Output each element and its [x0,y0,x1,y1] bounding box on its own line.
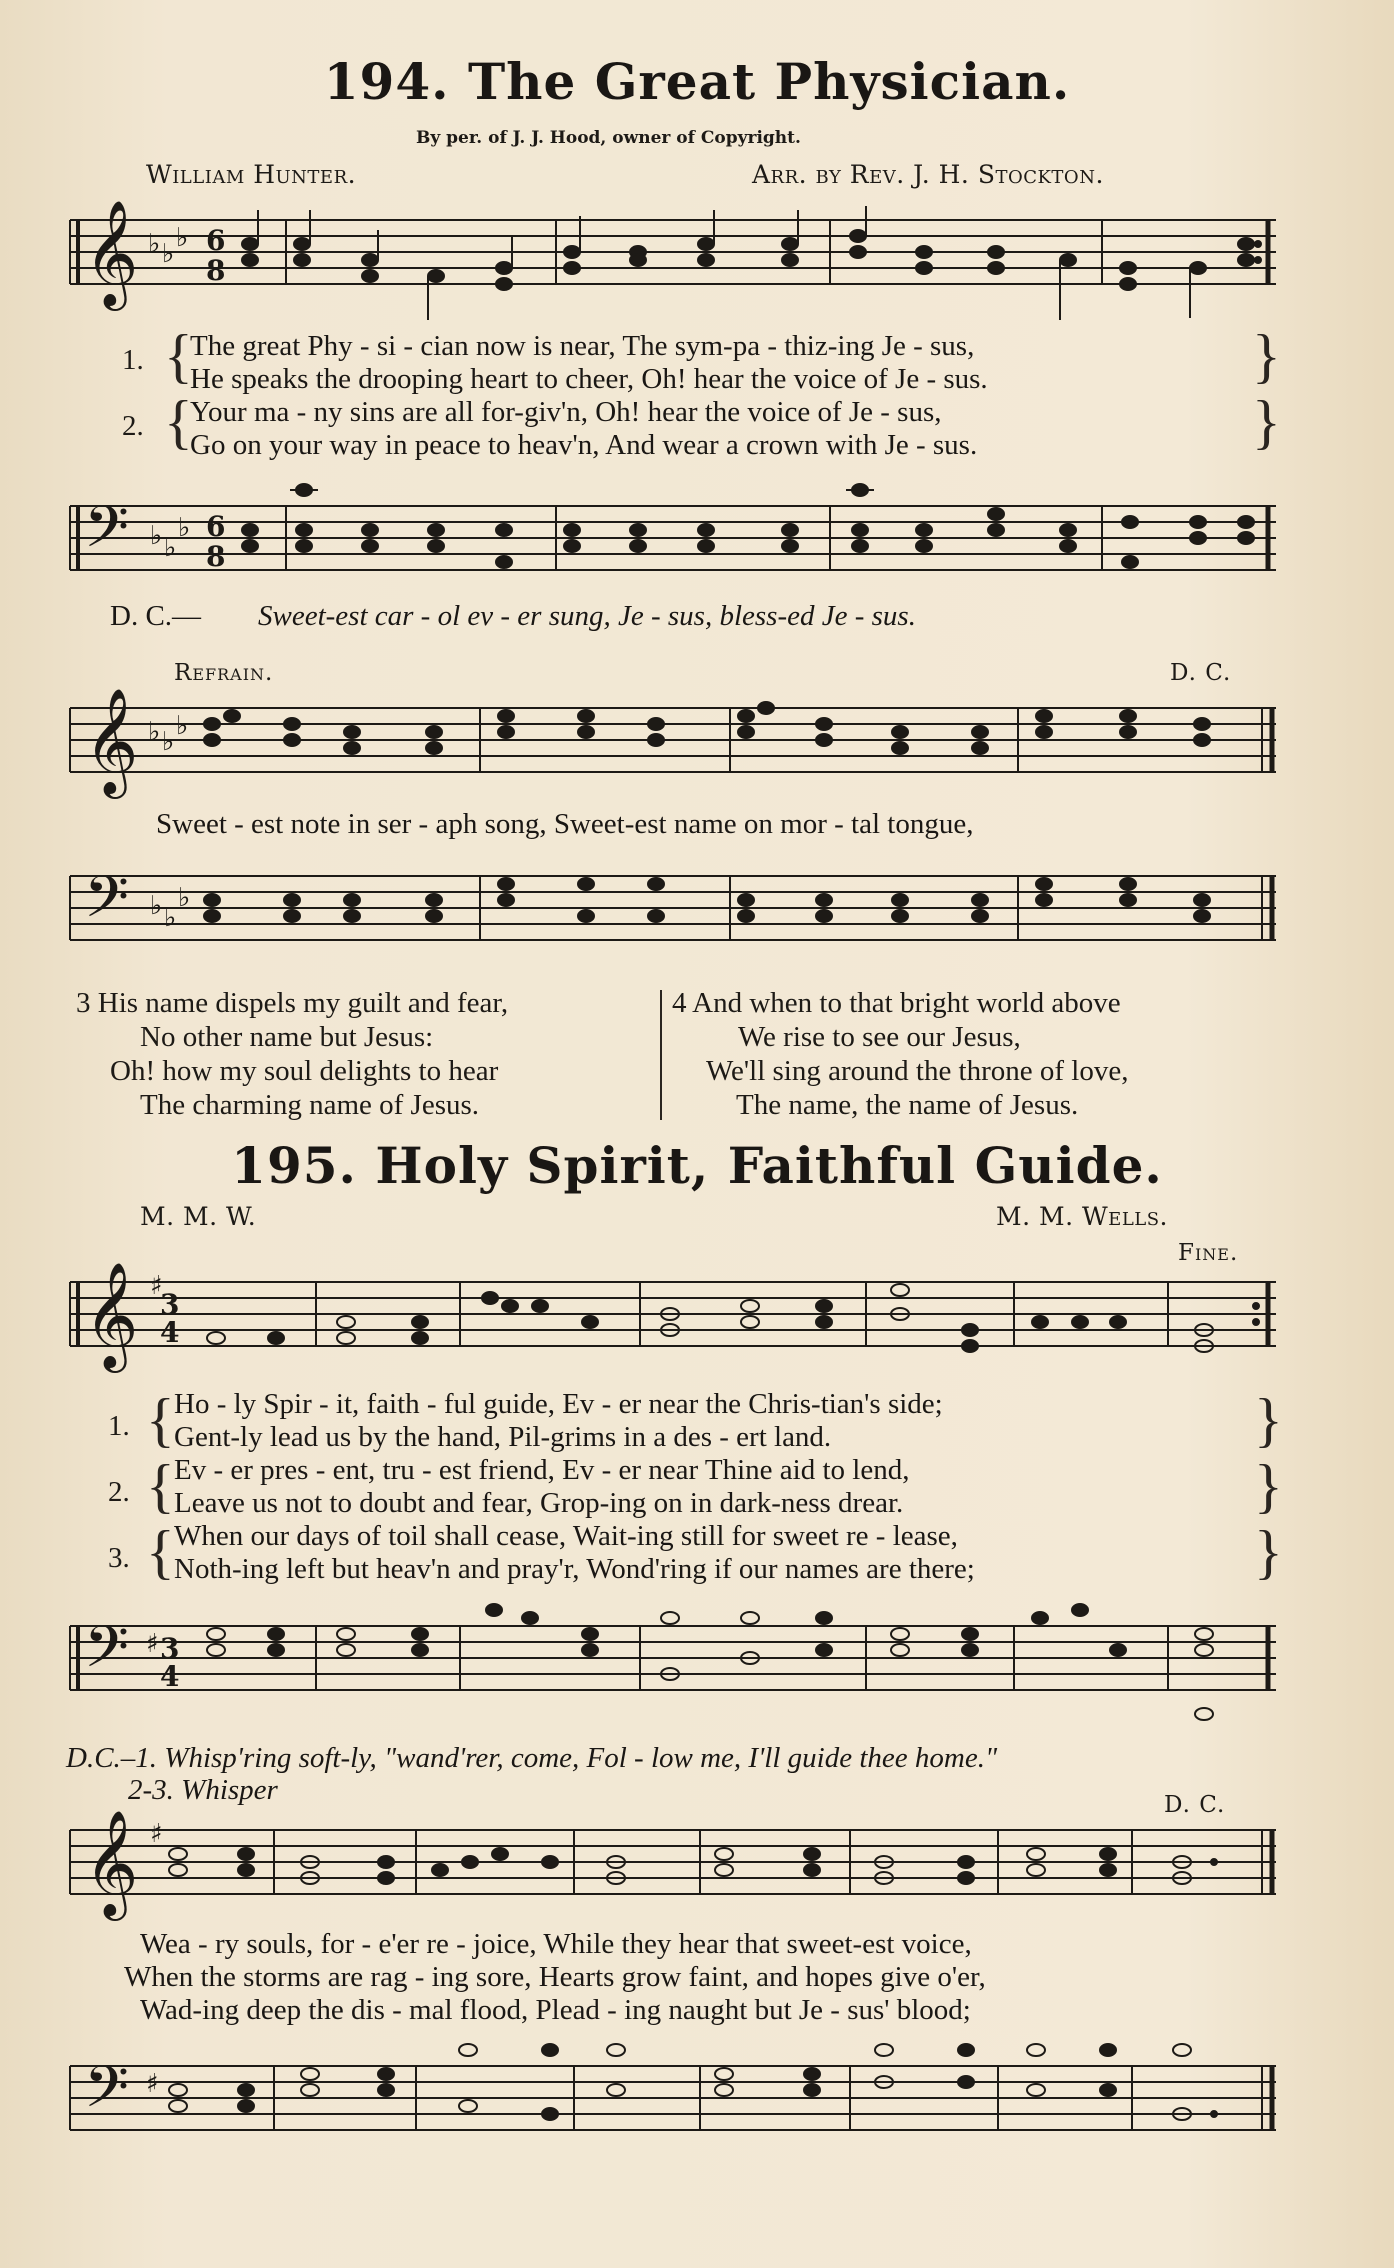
fine-label: Fine. [1178,1240,1239,1266]
lyric-line: Noth-ing left but heav'n and pray'r, Wond'ring if our names are there; [174,1553,975,1585]
treble-staff-194-refrain [0,688,1394,808]
verse-number-3: 3. [108,1542,130,1574]
lyric-line: Go on your way in peace to heav'n, And wear a crown with Je - sus. [190,429,978,461]
lyric-line: Gent-ly lead us by the hand, Pil-grims in a des - ert land. [174,1421,832,1453]
lyric-line: Leave us not to doubt and fear, Grop-ing on in dark-ness drear. [174,1487,904,1519]
refrain-lyric: Sweet - est note in ser - aph song, Sweet-est name on mor - tal tongue, [156,808,974,840]
verse-number-1: 1. [108,1410,130,1442]
svg-text:𝄢: 𝄢 [84,863,130,945]
verse-3-line: Oh! how my soul delights to hear [110,1055,499,1087]
dc-lyric: D.C.–1. Whisp'ring soft-ly, "wand'rer, come, Fol - low me, I'll guide thee home." [66,1742,998,1774]
verse-4-line: We'll sing around the throne of love, [706,1055,1129,1087]
treble-staff-195-b [0,1810,1394,1930]
lyric-line: Your ma - ny sins are all for-giv'n, Oh! hear the voice of Je - sus, [190,396,942,428]
dc-lyric-2: 2-3. Whisper [128,1774,278,1806]
svg-text:♭: ♭ [150,521,163,551]
svg-text:4: 4 [160,1660,180,1693]
composer-credit: M. M. Wells. [996,1202,1169,1231]
verse-brace: { [146,1387,175,1453]
refrain-dc-label: D. C. [1170,660,1232,686]
author-credit: William Hunter. [146,160,357,189]
svg-text:3: 3 [160,1288,180,1321]
svg-text:6: 6 [206,224,226,257]
svg-text:♭: ♭ [164,903,177,933]
svg-text:♭: ♭ [178,883,191,913]
verse-number-2: 2. [108,1476,130,1508]
treble-staff-194-a [0,200,1394,330]
verse-brace: { [164,323,193,389]
svg-text:♭: ♭ [162,239,175,269]
dc-lyric: Sweet-est car - ol ev - er sung, Je - sus, bless-ed Je - sus. [258,600,916,632]
refrain-lyric: When the storms are rag - ing sore, Hearts grow faint, and hopes give o'er, [124,1961,986,1993]
bass-staff-195-b [0,2030,1394,2160]
lyric-line: The great Phy - si - cian now is near, The sym-pa - thiz-ing Je - sus, [190,330,975,362]
svg-text:8: 8 [206,254,226,287]
svg-text:♭: ♭ [178,513,191,543]
arranger-credit: Arr. by Rev. J. H. Stockton. [752,160,1104,189]
verse-divider [660,990,662,1120]
svg-text:8: 8 [206,540,226,573]
svg-text:3: 3 [160,1632,180,1665]
verse-brace: } [1252,389,1281,455]
verse-4-line: We rise to see our Jesus, [738,1021,1021,1053]
svg-text:4: 4 [160,1316,180,1349]
lyric-line: Ho - ly Spir - it, faith - ful guide, Ev - er near the Chris-tian's side; [174,1388,943,1420]
refrain-label: Refrain. [174,660,274,686]
svg-text:𝄢: 𝄢 [84,493,130,575]
svg-text:♯: ♯ [146,2069,159,2099]
svg-text:♯: ♯ [146,1629,159,1659]
verse-4-block [672,986,1128,1122]
refrain-lyric: Wad-ing deep the dis - mal flood, Plead - ing naught but Je - sus' blood; [140,1994,971,2026]
dc-label: D. C. [1164,1792,1226,1818]
treble-staff-195-a [0,1262,1394,1382]
verse-brace: } [1252,323,1281,389]
verse-4-line: The name, the name of Jesus. [736,1089,1079,1121]
verse-number-1: 1. [122,344,144,376]
svg-text:𝄞: 𝄞 [84,1261,139,1368]
lyric-line: Ev - er pres - ent, tru - est friend, Ev - er near Thine aid to lend, [174,1454,910,1486]
verse-4-line: 4 And when to that bright world above [672,987,1121,1019]
svg-text:𝄢: 𝄢 [84,2053,130,2135]
verse-3-line: No other name but Jesus: [140,1021,434,1053]
svg-text:♭: ♭ [148,229,161,259]
verse-number-2: 2. [122,410,144,442]
hymn-194-title: 194. The Great Physician. [323,52,1071,111]
dc-label: D. C.— [110,600,202,632]
svg-text:𝄞: 𝄞 [84,1809,139,1916]
svg-text:6: 6 [206,510,226,543]
verse-brace: { [164,389,193,455]
verse-brace: } [1254,1519,1283,1585]
svg-text:♭: ♭ [162,727,175,757]
author-credit: M. M. W. [140,1202,257,1231]
svg-text:♭: ♭ [150,891,163,921]
verse-brace: { [146,1453,175,1519]
bass-staff-195-a [0,1590,1394,1730]
hymn-195-title: 195. Holy Spirit, Faithful Guide. [231,1136,1163,1195]
verse-3-block [76,986,508,1122]
refrain-lyric: Wea - ry souls, for - e'er re - joice, While they hear that sweet-est voice, [140,1928,972,1960]
verse-brace: } [1254,1387,1283,1453]
svg-text:𝄞: 𝄞 [84,687,139,794]
svg-text:♭: ♭ [148,717,161,747]
svg-text:𝄞: 𝄞 [84,199,139,306]
verse-3-line: The charming name of Jesus. [140,1089,480,1121]
lyric-line: When our days of toil shall cease, Wait-ing still for sweet re - lease, [174,1520,958,1552]
verse-brace: { [146,1519,175,1585]
svg-text:♯: ♯ [150,1271,163,1301]
lyric-line: He speaks the drooping heart to cheer, Oh! hear the voice of Je - sus. [190,363,988,395]
svg-text:♭: ♭ [164,533,177,563]
svg-text:♭: ♭ [176,223,189,253]
verse-3-line: 3 His name dispels my guilt and fear, [76,987,509,1019]
verse-brace: } [1254,1453,1283,1519]
svg-text:♯: ♯ [150,1819,163,1849]
svg-text:𝄢: 𝄢 [84,1613,130,1695]
bass-staff-194-refrain [0,840,1394,970]
copyright-note: By per. of J. J. Hood, owner of Copyright. [416,128,801,148]
svg-text:♭: ♭ [176,711,189,741]
bass-staff-194-a [0,470,1394,610]
